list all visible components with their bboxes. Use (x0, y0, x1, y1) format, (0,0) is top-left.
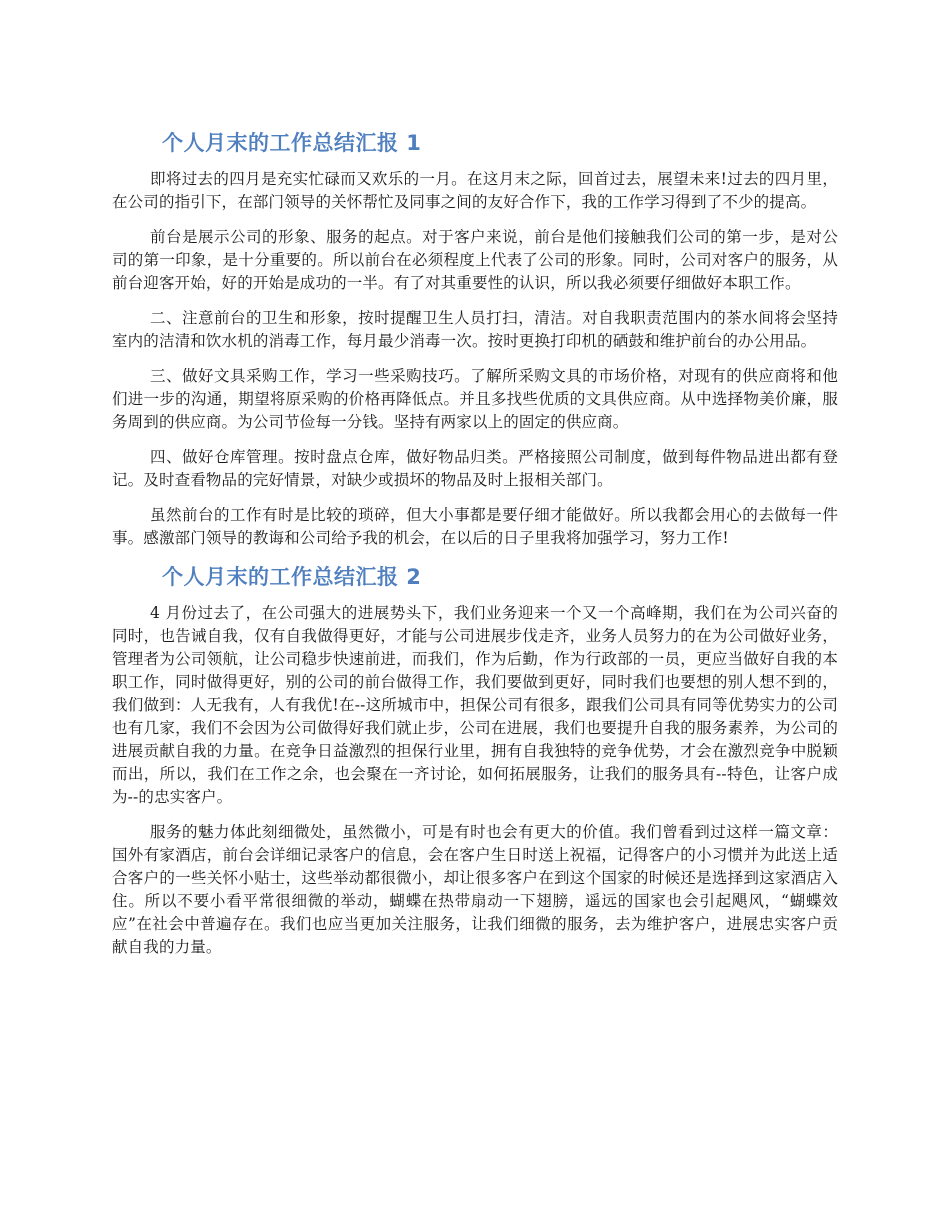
section-1-paragraph-4: 三、做好文具采购工作，学习一些采购技巧。了解所采购文具的市场价格，对现有的供应商将和他们进一步的沟通，期望将原采购的价格再降低点。并且多找些优质的文具供应商。从中选择物美价廉，服务周到的供应商。为公司节俭每一分钱。坚持有两家以上的固定的供应商。 (112, 367, 838, 431)
section-1-paragraph-1: 即将过去的四月是充实忙碌而又欢乐的一月。在这月末之际，回首过去，展望未来!过去的四月里，在公司的指引下，在部门领导的关怀帮忙及同事之间的友好合作下，我的工作学习得到了不少的提高。 (112, 170, 838, 211)
section-1 (112, 128, 838, 550)
document-page (112, 128, 838, 971)
section-1-title: 个人月末的工作总结汇报 1 (162, 131, 422, 155)
section-2-paragraph-1: 4 月份过去了，在公司强大的进展势头下，我们业务迎来一个又一个高峰期，我们在为公司兴奋的同时，也告诫自我，仅有自我做得更好，才能与公司进展步伐走齐，业务人员努力的在为公司做好业务，管理者为公司领航，让公司稳步快速前进，而我们，作为后勤，作为行政部的一员，更应当做好自我的本职工作，同时做得更好，别的公司的前台做得工作，我们要做到更好，同时我们也要想的别人想不到的，我们做到：人无我有，人有我优!在--这所城市中，担保公司有很多，跟我们公司具有同等优势实力的公司也有几家，我们不会因为公司做得好我们就止步，公司在进展，我们也要提升自我的服务素养，为公司的进展贡献自我的力量。在竞争日益激烈的担保行业里，拥有自我独特的竞争优势，才会在激烈竞争中脱颖而出，所以，我们在工作之余，也会聚在一齐讨论，如何拓展服务，让我们的服务具有--特色，让客户成为--的忠实客户。 (112, 604, 838, 806)
section-1-paragraph-5: 四、做好仓库管理。按时盘点仓库，做好物品归类。严格接照公司制度，做到每件物品进出都有登记。及时查看物品的完好情景，对缺少或损坏的物品及时上报相关部门。 (112, 448, 838, 489)
section-2-paragraph-2: 服务的魅力体此刻细微处，虽然微小，可是有时也会有更大的价值。我们曾看到过这样一篇文章：国外有家酒店，前台会详细记录客户的信息，会在客户生日时送上祝福，记得客户的小习惯并为此送上适合客户的一些关怀小贴士，这些举动都很微小，却让很多客户在到这个国家的时候还是选择到这家酒店入住。所以不要小看平常很细微的举动，蝴蝶在热带扇动一下翅膀，遥远的国家也会引起飓风，“蝴蝶效应”在社会中普遍存在。我们也应当更加关注服务，让我们细微的服务，去为维护客户，进展忠实客户贡献自我的力量。 (112, 823, 838, 956)
section-2 (112, 562, 838, 959)
section-1-paragraph-2: 前台是展示公司的形象、服务的起点。对于客户来说，前台是他们接触我们公司的第一步，是对公司的第一印象，是十分重要的。所以前台在必须程度上代表了公司的形象。同时，公司对客户的服务，从前台迎客开始，好的开始是成功的一半。有了对其重要性的认识，所以我必须要仔细做好本职工作。 (112, 228, 838, 292)
section-1-paragraph-3: 二、注意前台的卫生和形象，按时提醒卫生人员打扫，清洁。对自我职责范围内的茶水间将会坚持室内的洁清和饮水机的消毒工作，每月最少消毒一次。按时更换打印机的硒鼓和维护前台的办公用品。 (112, 309, 838, 350)
section-2-title: 个人月末的工作总结汇报 2 (162, 565, 422, 589)
section-1-paragraph-6: 虽然前台的工作有时是比较的琐碎，但大小事都是要仔细才能做好。所以我都会用心的去做每一件事。感激部门领导的教诲和公司给予我的机会，在以后的日子里我将加强学习，努力工作! (112, 506, 838, 547)
